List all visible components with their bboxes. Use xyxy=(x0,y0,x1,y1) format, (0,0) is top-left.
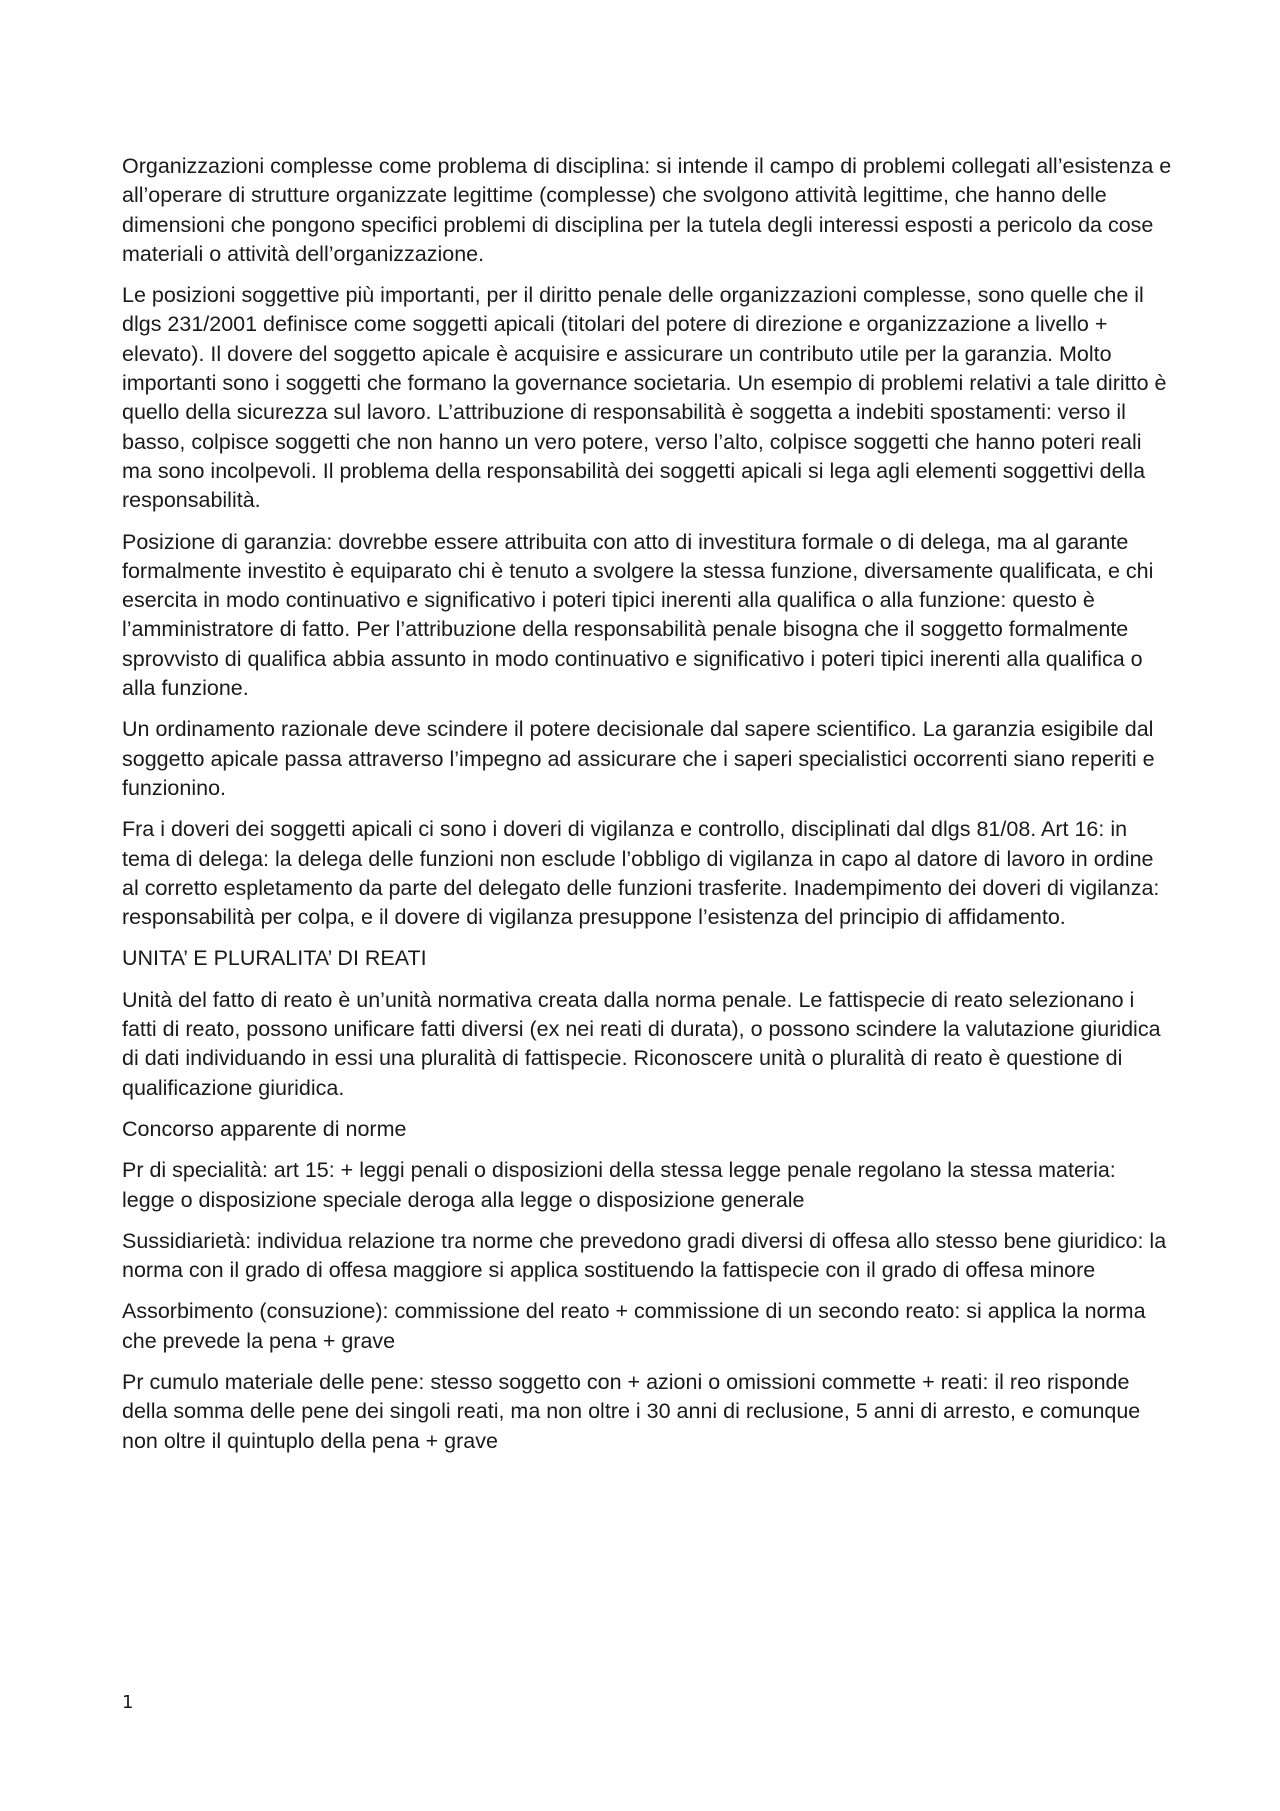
paragraph-cumulo-materiale: Pr cumulo materiale delle pene: stesso soggetto con + azioni o omissioni commette + reati: il reo risponde della somma delle pene dei singoli reati, ma non oltre i 30 anni di reclusione, 5 anni di arresto, e comunque non oltre il quintuplo della pena + grave xyxy=(122,1369,1141,1453)
paragraph-posizione-di-garanzia: Posizione di garanzia: dovrebbe essere attribuita con atto di investitura formale o di delega, ma al garante formalmente investito è equiparato chi è tenuto a svolgere la stessa funzione, diversamente qualificata, e chi esercita in modo continuativo e significativo i poteri tipici inerenti alla qualifica o alla funzione: questo è l’amministratore di fatto. Per l’attribuzione della responsabilità penale bisogna che il soggetto formalmente sprovvisto di qualifica abbia assunto in modo continuativo e significativo i poteri tipici inerenti alla qualifica o alla funzione. xyxy=(122,529,1154,701)
section-heading-unita-pluralita: UNITA’ E PLURALITA’ DI REATI xyxy=(122,946,427,971)
paragraph-specialita: Pr di specialità: art 15: + leggi penali o disposizioni della stessa legge penale regolano la stessa materia: legge o disposizione speciale deroga alla legge o disposizione generale xyxy=(122,1158,1116,1212)
paragraph-organizzazioni-complesse: Organizzazioni complesse come problema di disciplina: si intende il campo di problemi collegati all’esistenza e all’operare di strutture organizzate legittime (complesse) che svolgono attività legittime, che hanno delle dimensioni che pongono specifici problemi di disciplina per la tutela degli interessi esposti a pericolo da cose materiali o attività dell’organizzazione. xyxy=(122,154,1172,266)
paragraph-assorbimento: Assorbimento (consuzione): commissione del reato + commissione di un secondo reato: si applica la norma che prevede la pena + grave xyxy=(122,1299,1146,1353)
document-body xyxy=(122,152,1172,1468)
subheading-concorso-apparente: Concorso apparente di norme xyxy=(122,1116,407,1141)
page-number: 1 xyxy=(122,1692,134,1713)
paragraph-doveri-di-vigilanza: Fra i doveri dei soggetti apicali ci sono i doveri di vigilanza e controllo, disciplinati dal dlgs 81/08. Art 16: in tema di delega: la delega delle funzioni non esclude l’obbligo di vigilanza in capo al datore di lavoro in ordine al corretto espletamento da parte del delegato delle funzioni trasferite. Inadempimento dei doveri di vigilanza: responsabilità per colpa, e il dovere di vigilanza presuppone l’esistenza del principio di affidamento. xyxy=(122,817,1160,930)
paragraph-posizioni-soggettive: Le posizioni soggettive più importanti, per il diritto penale delle organizzazioni complesse, sono quelle che il dlgs 231/2001 definisce come soggetti apicali (titolari del potere di direzione e organizzazione a livello + elevato). Il dovere del soggetto apicale è acquisire e assicurare un contributo utile per la garanzia. Molto importanti sono i soggetti che formano la governance societaria. Un esempio di problemi relativi a tale diritto è quello della sicurezza sul lavoro. L’attribuzione di responsabilità è soggetta a indebiti spostamenti: verso il basso, colpisce soggetti che non hanno un vero potere, verso l’alto, colpisce soggetti che hanno poteri reali ma sono incolpevoli. Il problema della responsabilità dei soggetti apicali si lega agli elementi soggettivi della responsabilità. xyxy=(122,283,1167,513)
paragraph-unita-del-fatto: Unità del fatto di reato è un’unità normativa creata dalla norma penale. Le fattispecie di reato selezionano i fatti di reato, possono unificare fatti diversi (ex nei reati di durata), o possono scindere la valutazione giuridica di dati individuando in essi una pluralità di fattispecie. Riconoscere unità o pluralità di reato è questione di qualificazione giuridica. xyxy=(122,987,1161,1100)
paragraph-sussidiarieta: Sussidiarietà: individua relazione tra norme che prevedono gradi diversi di offesa allo stesso bene giuridico: la norma con il grado di offesa maggiore si applica sostituendo la fattispecie con il grado di offesa minore xyxy=(122,1228,1167,1283)
paragraph-ordinamento-razionale: Un ordinamento razionale deve scindere il potere decisionale dal sapere scientifico. La garanzia esigibile dal soggetto apicale passa attraverso l’impegno ad assicurare che i saperi specialistici occorrenti siano reperiti e funzionino. xyxy=(122,717,1155,800)
